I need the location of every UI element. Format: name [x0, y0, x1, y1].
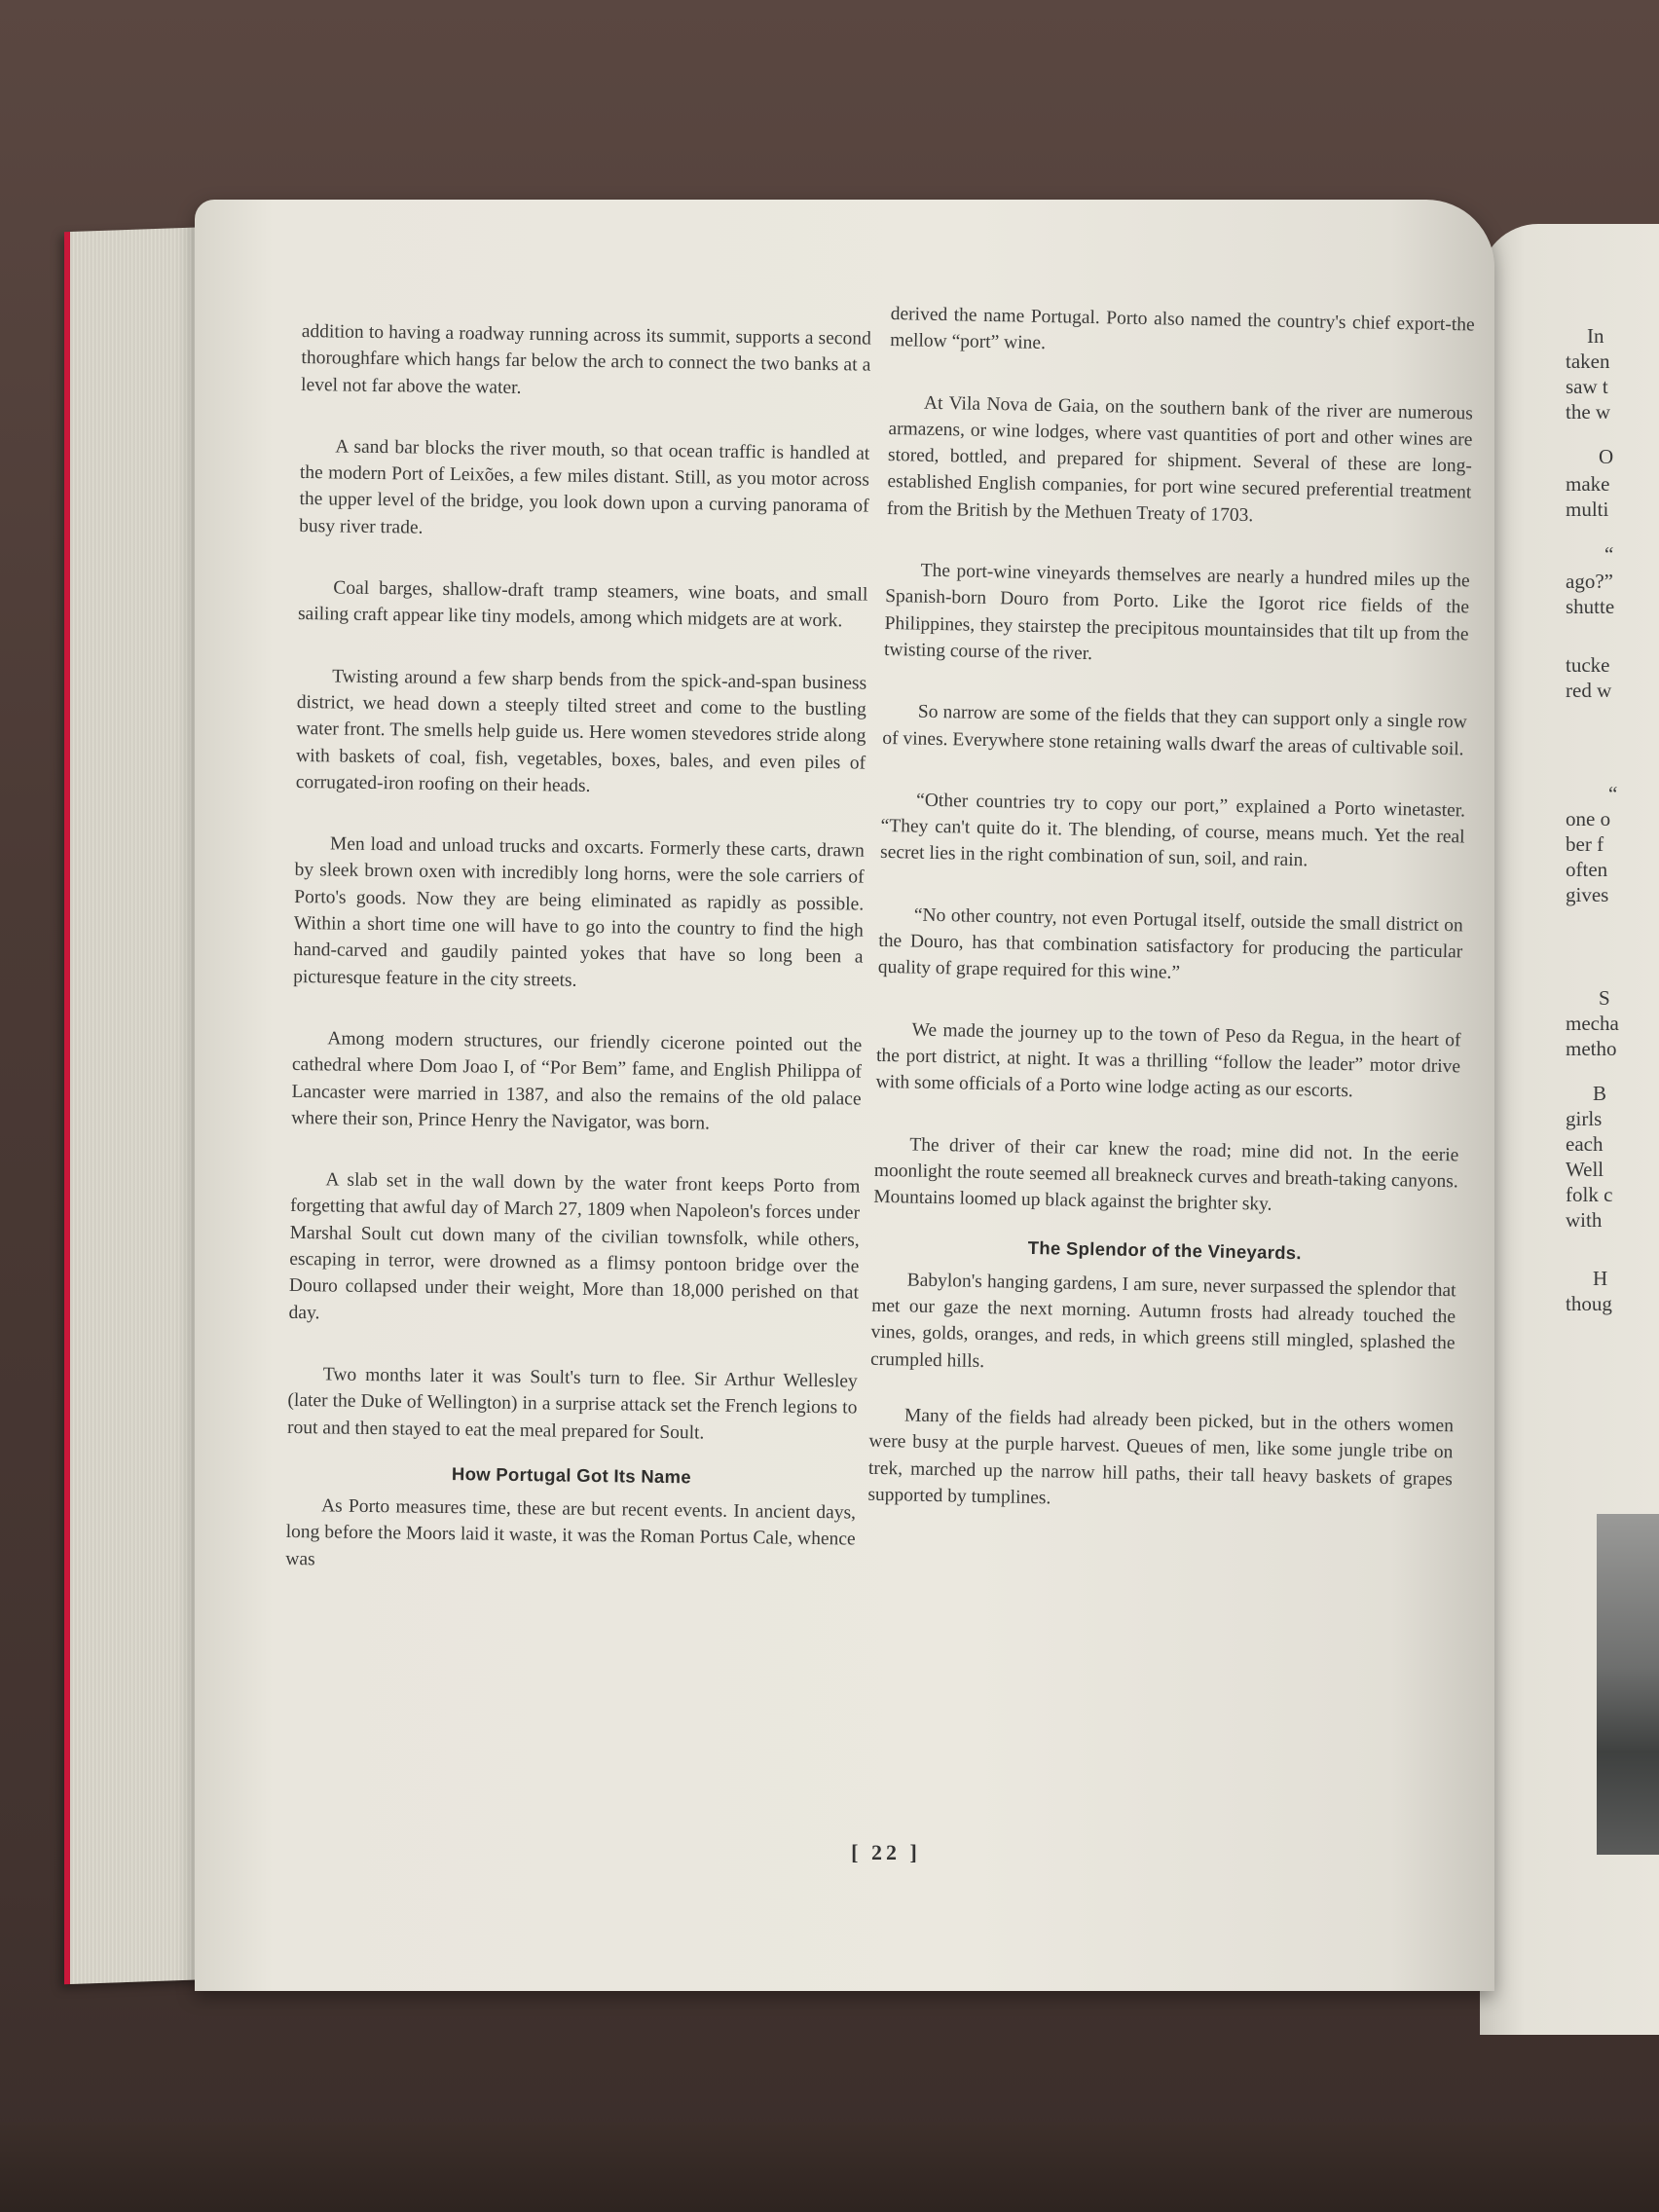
paragraph: A sand bar blocks the river mouth, so that ocean traffic is handled at the modern Port of Leixões, a few miles distant. Still, as you motor across the upper level of the bridge, you look down upon a curving panorama of busy river trade. — [299, 436, 870, 538]
book-page — [195, 200, 1494, 1991]
next-page-text-fragment: the w — [1566, 400, 1611, 424]
next-page-text-fragment: girls — [1566, 1107, 1603, 1130]
next-page-text-fragment: B — [1593, 1082, 1607, 1105]
next-page-text-fragment: one o — [1566, 807, 1611, 830]
next-page-text-fragment: gives — [1566, 883, 1609, 906]
section-heading: How Portugal Got Its Name — [451, 1462, 692, 1488]
next-page-text-fragment: often — [1566, 858, 1608, 881]
paragraph: Men load and unload trucks and oxcarts. Formerly these carts, drawn by sleek brown oxen with incredibly long horns, were the sole carriers of Porto's goods. Now they are being eliminated as rapidly as possible. Within a short time one will have to go into the country to find the high hand-carved and gaudily painted yokes that have so long been a picturesque feature in the city streets. — [293, 833, 866, 991]
paragraph: Babylon's hanging gardens, I am sure, never surpassed the splendor that met our gaze the next morning. Autumn frosts had already touched the vines, golds, oranges, and reds, in which greens still mingled, splashed the crumpled hills. — [869, 1270, 1456, 1372]
next-page-text-fragment: saw t — [1566, 375, 1608, 398]
next-page-text-fragment: H — [1593, 1267, 1608, 1290]
section-heading: The Splendor of the Vineyards. — [1027, 1237, 1303, 1264]
next-page-text-fragment: thoug — [1566, 1292, 1612, 1315]
paragraph: Two months later it was Soult's turn to flee. Sir Arthur Wellesley (later the Duke of Wellington) in a surprise attack set the French legions to rout and then stayed to eat the meal prepared for Soult. — [286, 1364, 858, 1444]
paragraph: A slab set in the wall down by the water front keeps Porto from forgetting that awful day of March 27, 1809 when Napoleon's forces under Marshal Soult cut down many of the civilian townsfolk, while others, escaping in terror, were drowned as a flimsy pontoon bridge over the Douro collapsed under their weight, More than 18,000 perished on that day. — [288, 1169, 861, 1323]
paragraph: Twisting around a few sharp bends from the spick-and-span business district, we head down a steeply tilted street and come to the bustling water front. The smells help guide us. Here women stevedores stride along with baskets of coal, fish, vegetables, boxes, bales, and even piles of corrugated-iron roofing on their heads. — [295, 666, 867, 796]
next-page-text-fragment: folk c — [1566, 1183, 1613, 1206]
paragraph: Many of the fields had already been picked, but in the others women were busy at the purple harvest. Queues of men, like some jungle tribe on trek, marched up the narrow hill paths, their tall heavy baskets of grapes supported by tumplines. — [867, 1405, 1455, 1509]
next-page-text-fragment: taken — [1566, 350, 1610, 373]
next-page-text-fragment: ber f — [1566, 832, 1604, 856]
paragraph: derived the name Portugal. Porto also named the country's chief export-the mellow “port” wine. — [890, 303, 1475, 354]
next-page-text-fragment: mecha — [1566, 1012, 1619, 1035]
right-column — [867, 301, 1475, 1523]
paragraph: addition to having a roadway running across its summit, supports a second thoroughfare which hangs far below the arch to connect the two banks at a level not far above the water. — [300, 320, 871, 398]
next-page-text-fragment: S — [1599, 986, 1610, 1010]
paragraph: Coal barges, shallow-draft tramp steamers, wine boats, and small sailing craft appear like tiny models, among which midgets are at work. — [297, 577, 868, 632]
paragraph: The port-wine vineyards themselves are nearly a hundred miles up the Spanish-born Douro from Porto. Like the Igorot rice fields of the Philippines, they stairstep the precipitous mountainsides that tilt up from the twisting course of the river. — [883, 560, 1470, 665]
next-page-text-fragment: shutte — [1566, 595, 1615, 618]
next-page-text-fragment: In — [1587, 324, 1604, 348]
paragraph: We made the journey up to the town of Peso da Regua, in the heart of the port district, at night. It was a thrilling “follow the leader” motor drive with some officials of a Porto wine lodge acting as our escorts. — [875, 1019, 1461, 1102]
paragraph: The driver of their car knew the road; mine did not. In the eerie moonlight the route seemed all breakneck curves and breath-taking canyons. Mountains loomed up black against the brighter sky. — [873, 1134, 1459, 1215]
paragraph: As Porto measures time, these are but recent events. In ancient days, long before the Moors laid it waste, it was the Roman Portus Cale, whence was — [285, 1495, 857, 1569]
paragraph: So narrow are some of the fields that they can support only a single row of vines. Everywhere stone retaining walls dwarf the areas of cultivable soil. — [882, 701, 1467, 759]
paragraph: “No other country, not even Portugal itself, outside the small district on the Douro, has that combination satisfactory for producing the particular quality of grape required for this wine.” — [877, 904, 1463, 984]
next-page-text-fragment: tucke — [1566, 653, 1610, 677]
next-page-text-fragment: multi — [1566, 498, 1609, 521]
next-page-text-fragment: “ — [1608, 782, 1618, 805]
next-page-text-fragment: metho — [1566, 1037, 1617, 1060]
paragraph: “Other countries try to copy our port,” explained a Porto winetaster. “They can't quite do it. The blending, of course, means much. Yet the real secret lies in the right combination of sun, soil, and rain. — [879, 790, 1466, 871]
next-page-text-fragment: ago?” — [1566, 570, 1613, 593]
left-column — [285, 318, 871, 1584]
next-page-text-fragment: O — [1599, 445, 1614, 468]
table-edge — [0, 2122, 1659, 2212]
paragraph: At Vila Nova de Gaia, on the southern bank of the river are numerous armazens, or wine lodges, where vast quantities of port and other wines are stored, bottled, and prepared for shipment. Several of these are long-established English companies, for port wine secured preferential treatment from the British by the Methuen Treaty of 1703. — [886, 392, 1474, 526]
page-number: [ 22 ] — [851, 1840, 921, 1864]
next-page-text-fragment: make — [1566, 472, 1610, 496]
next-page-text-fragment: with — [1566, 1208, 1603, 1232]
next-page-text-fragment: red w — [1566, 679, 1612, 702]
next-page-text-fragment: “ — [1604, 542, 1614, 566]
next-page-text-fragment: each — [1566, 1132, 1604, 1156]
paragraph: Among modern structures, our friendly cicerone pointed out the cathedral where Dom Joao I, of “Por Bem” fame, and English Philippa of Lancaster were married in 1387, and also the remains of the old palace where their son, Prince Henry the Navigator, was born. — [291, 1028, 863, 1134]
photograph-fragment — [1597, 1514, 1659, 1855]
next-page-text-fragment: Well — [1566, 1158, 1604, 1181]
